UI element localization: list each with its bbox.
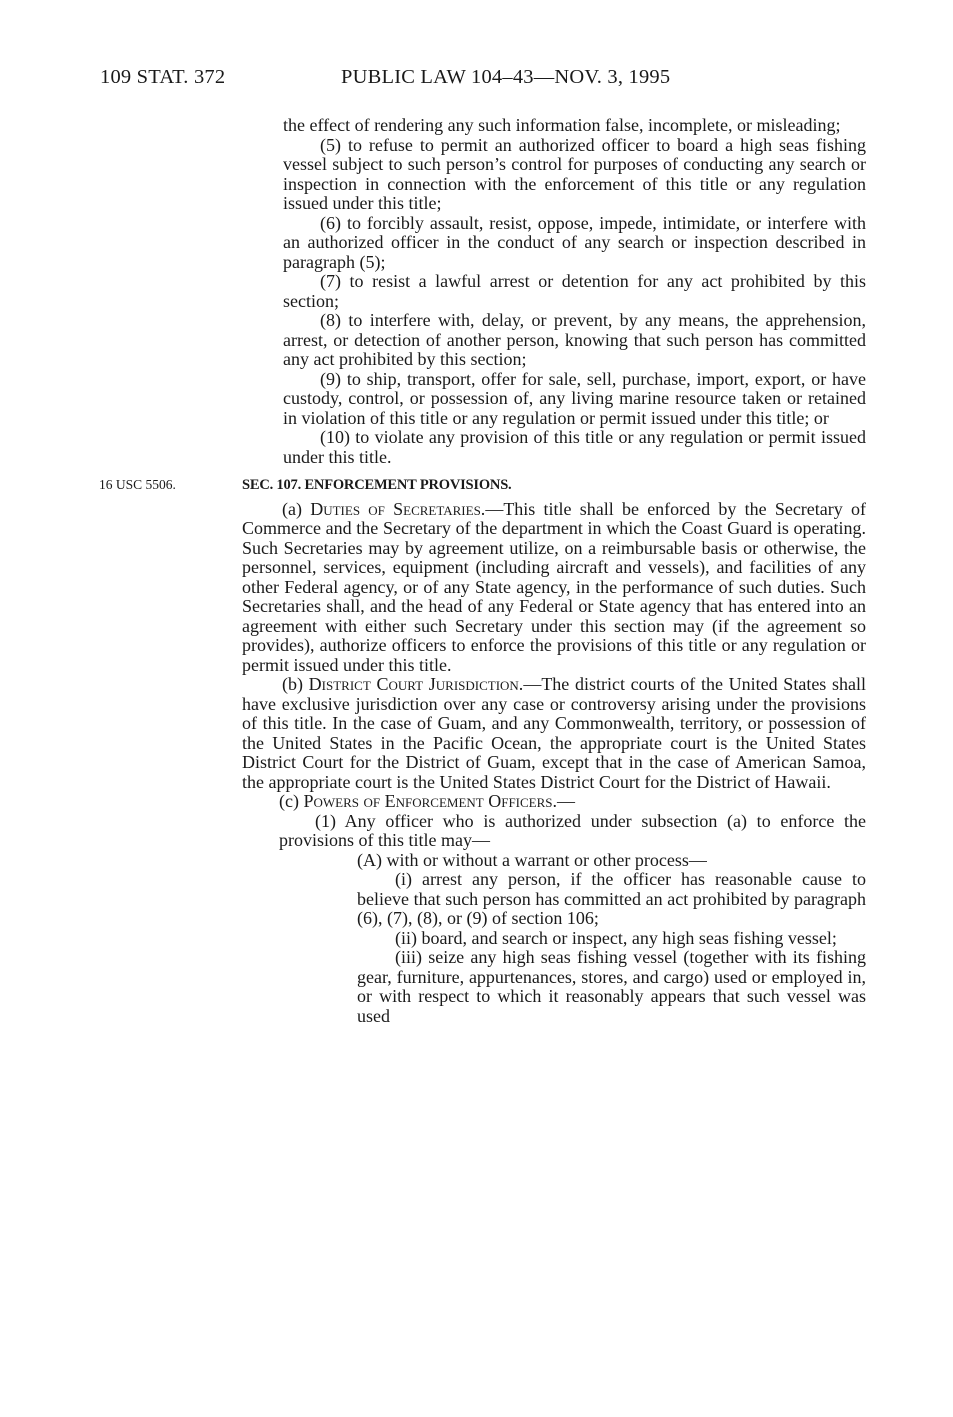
subsection-b-caption: District Court Jurisdiction. <box>308 674 524 694</box>
page-body <box>99 115 866 1026</box>
section-heading-block <box>99 474 866 496</box>
stat-page-number: 109 STAT. 372 <box>100 66 226 88</box>
paragraph-item-9: (9) to ship, transport, offer for sale, sell, purchase, import, export, or have custody, control, or possession of, any living marine resource taken or retained in violation of this title or any regulation or permit issued under this title; or <box>283 368 866 428</box>
subsection-c <box>279 792 866 812</box>
clause-c-1-A-i: (i) arrest any person, if the officer has reasonable cause to believe that such person has committed an act prohibited by paragraph (6), (7), (8), or (9) of section 106; <box>357 869 866 928</box>
subparagraph-c-1-A: (A) with or without a warrant or other process— <box>357 849 707 870</box>
paragraph-item-8: (8) to interfere with, delay, or prevent, by any means, the apprehension, arrest, or detection of another person, knowing that such person has committed any act prohibited by this section; <box>283 310 866 369</box>
page-header <box>0 66 953 96</box>
section-heading: SEC. 107. ENFORCEMENT PROVISIONS. <box>242 477 512 493</box>
subsection-b <box>242 675 866 792</box>
subsection-c-dash: — <box>557 791 576 811</box>
subsection-c-caption: Powers of Enforcement Officers. <box>303 791 558 811</box>
paragraph-item-5: (5) to refuse to permit an authorized officer to board a high seas fishing vessel subject to such person’s control for purposes of conducting any search or inspection in connection with the enforcement of this title or any regulation issued under this title; <box>283 134 866 213</box>
paragraph-c-1: (1) Any officer who is authorized under subsection (a) to enforce the provisions of this title may— <box>279 810 866 850</box>
subsection-b-label: (b) <box>282 674 309 694</box>
paragraph-continuation: the effect of rendering any such information false, incomplete, or misleading; <box>283 115 841 135</box>
clause-c-1-A-ii: (ii) board, and search or inspect, any high seas fishing vessel; <box>395 927 837 948</box>
subsection-a-text: —This title shall be enforced by the Secretary of Commerce and the Secretary of the department in which the Coast Guard is operating. Such Secretaries may by agreement utilize, on a reimbursable basis or otherwise, the personnel, services, equipment (including aircraft and vessels), and facilities of any other Federal agency, or of any State agency, in the performance of such duties. Such Secretaries shall, and the head of any Federal or State agency that has entered into an agreement with either such Secretary under this section may (if the agreement so provides), authorize officers to enforce the provisions of this title or any regulation or permit issued under this title. <box>242 498 866 675</box>
subsection-c-label: (c) <box>279 791 304 811</box>
subsection-a <box>242 500 866 676</box>
paragraph-item-7: (7) to resist a lawful arrest or detention for any act prohibited by this section; <box>283 271 866 311</box>
subsection-b-text: —The district courts of the United States shall have exclusive jurisdiction over any case or controversy arising under the provisions of this title. In the case of Guam, and any Commonwealth, territory, or possession of the United States in the Pacific Ocean, the appropriate court is the United States District Court for the District of Guam, except that in the case of American Samoa, the appropriate court is the United States District Court for the District of Hawaii. <box>242 674 866 792</box>
running-title: PUBLIC LAW 104–43—NOV. 3, 1995 <box>341 66 671 88</box>
paragraph-item-6: (6) to forcibly assault, resist, oppose, impede, intimidate, or interfere with an authorized officer in the conduct of any search or inspection described in paragraph (5); <box>283 212 866 272</box>
paragraph-item-10: (10) to violate any provision of this title or any regulation or permit issued under this title. <box>283 427 866 467</box>
subsection-a-label: (a) <box>282 498 311 519</box>
clause-c-1-A-iii: (iii) seize any high seas fishing vessel (together with its fishing gear, furniture, appurtenances, stores, and cargo) used or employed in, or with respect to which it reasonably appears that such vessel was used <box>357 947 866 1026</box>
margin-citation: 16 USC 5506. <box>99 477 176 492</box>
subsection-a-caption: Duties of Secretaries. <box>310 498 486 519</box>
